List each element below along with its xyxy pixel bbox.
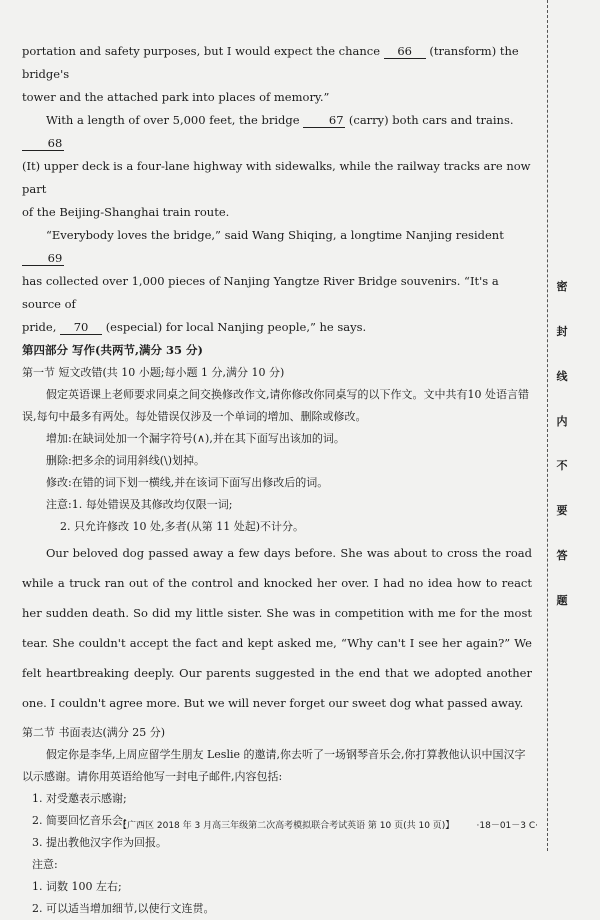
notes-label: 注意: (32, 858, 58, 871)
passage-line: With a length of over 5,000 feet, the bridge 67 (carry) both cars and trains. 68 (22, 109, 532, 155)
section1-title: 第一节 短文改错(共 10 小题;每小题 1 分,满分 10 分) (22, 366, 285, 379)
seal-dashed-line (547, 0, 548, 851)
seal-strip (552, 278, 572, 608)
rule-modify: 修改:在错的词下划一横线,并在该词下面写出修改后的词。 (46, 476, 329, 489)
note-1: 注意:1. 每处错误及其修改均仅限一词; (46, 498, 233, 511)
note-2: 2. 只允许修改 10 处,多者(从第 11 处起)不计分。 (60, 520, 305, 533)
section1-instructions: 假定英语课上老师要求同桌之间交换修改作文,请你修改你同桌写的以下作文。文中共有10 处语言错误,每句中最多有两处。每处错误仅涉及一个单词的增加、删除或修改。 (22, 388, 529, 423)
page-footer (118, 818, 538, 831)
note-details: 2. 可以适当增加细节,以使行文连贯。 (32, 902, 215, 915)
seal-char: 题 (556, 593, 568, 607)
blank-69: 69 (22, 251, 64, 266)
seal-char: 密 (556, 280, 568, 293)
seal-char: 要 (556, 504, 568, 518)
rule-delete: 删除:把多余的词用斜线(\)划掉。 (46, 454, 205, 467)
blank-70: 70 (60, 320, 102, 335)
content-item-3: 3. 提出教他汉字作为回报。 (32, 836, 167, 849)
passage-line: portation and safety purposes, but I would expect the chance 66 (transform) the bridge's (22, 44, 519, 81)
rule-add: 增加:在缺词处加一个漏字符号(∧),并在其下面写出该加的词。 (46, 432, 345, 445)
blank-66: 66 (384, 44, 426, 59)
passage-line: pride, 70 (especial) for local Nanjing people,” he says. (22, 320, 367, 334)
blank-67: 67 (303, 113, 345, 128)
section2-title: 第二节 书面表达(满分 25 分) (22, 726, 166, 739)
blank-68: 68 (22, 136, 64, 151)
passage-line: of the Beijing-Shanghai train route. (22, 205, 230, 219)
seal-char: 线 (556, 369, 568, 383)
seal-char: 答 (556, 549, 568, 563)
error-correction-essay: Our beloved dog passed away a few days before. She was about to cross the road while a truck ran out of the control and knocked her over. I had no idea how to react her sudden death. So did my little sister. She was in competition with me for the most tear. She couldn't accept the fact and kept asked me, “Why can't I see her again?” We felt heartbreaking deeply. Our parents suggested in the end that we adopted another one. I couldn't agree more. But we will never forget our sweet dog what passed away. (22, 546, 532, 710)
passage-line: has collected over 1,000 pieces of Nanjing Yangtze River Bridge souvenirs. “It's a source of (22, 274, 499, 311)
passage-line: tower and the attached park into places of memory.” (22, 90, 330, 104)
content-item-1: 1. 对受邀表示感谢; (32, 792, 127, 805)
footer-code: ·18－01－3 C· (476, 821, 538, 831)
content-item-2: 2. 简要回忆音乐会; (32, 814, 127, 827)
footer-exam-info: 【广西区 2018 年 3 月高三年级第二次高考模拟联合考试英语 第 10 页(共 10 页)】 (118, 821, 455, 831)
note-word-count: 1. 词数 100 左右; (32, 880, 122, 893)
page-content (22, 40, 532, 920)
seal-char: 不 (556, 459, 568, 473)
section2-instructions: 假定你是李华,上周应留学生朋友 Leslie 的邀请,你去听了一场钢琴音乐会,你打算教他认识中国汉字以示感谢。请你用英语给他写一封电子邮件,内容包括: (22, 748, 526, 783)
seal-char: 封 (556, 324, 568, 338)
seal-char: 内 (556, 414, 568, 428)
passage-line: “Everybody loves the bridge,” said Wang Shiqing, a longtime Nanjing resident 69 (22, 224, 532, 270)
part4-title: 第四部分 写作(共两节,满分 35 分) (22, 343, 203, 357)
passage-line: (It) upper deck is a four-lane highway with sidewalks, while the railway tracks are now part (22, 159, 531, 196)
